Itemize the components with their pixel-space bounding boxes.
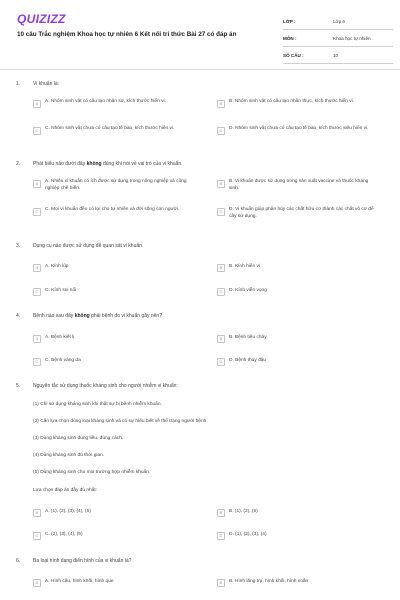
statement-2: (2) Cần lựa chọn đúng loại kháng sinh và có sự hiểu biết về thể trạng người bệnh.	[33, 419, 208, 424]
question-text: Vi khuẩn là:	[33, 81, 60, 87]
option-text: B. Hình lăng trụ, hình khối, hình xoắn	[229, 579, 309, 584]
page-title: 10 câu Trắc nghiệm Khoa học tự nhiên 6 Kết nối tri thức Bài 27 có đáp án	[17, 31, 237, 38]
quizizz-logo: QUIZIZZ	[17, 12, 66, 26]
q6-option-a[interactable]	[33, 578, 195, 588]
option-a[interactable]	[33, 99, 195, 117]
q5-option-c[interactable]	[33, 531, 195, 541]
option-text: B. Bệnh tiêu chảy	[229, 335, 267, 340]
option-b[interactable]	[217, 334, 379, 344]
option-d[interactable]	[217, 207, 379, 225]
option-letter-box: A	[33, 335, 41, 343]
option-text: B. Nhóm sinh vật có cấu tạo nhân thực, kích thước hiển vi.	[229, 99, 355, 104]
q5-option-a[interactable]	[33, 508, 195, 518]
option-letter-box: C	[33, 127, 41, 135]
meta-table	[283, 13, 393, 64]
option-text: C. Mọi vi khuẩn đều có lợi cho tự nhiên và đời sống con người.	[45, 207, 180, 212]
statement-5: (5) Dùng kháng sinh cho mọi trường hợp nhiễm khuẩn.	[33, 470, 151, 475]
question-number: 4.	[16, 313, 21, 319]
statement-prompt: Lựa chọn đáp án đầy đủ nhất:	[33, 488, 98, 493]
option-a[interactable]	[33, 179, 195, 197]
q6-option-b[interactable]	[217, 578, 379, 588]
option-letter-box: D	[217, 358, 225, 366]
option-letter-box: D	[217, 288, 225, 296]
option-text: A. Nhóm sinh vật có cấu tạo nhân sơ, kích thước hiển vi.	[45, 99, 166, 104]
option-b[interactable]	[217, 99, 379, 117]
question-number: 2.	[16, 161, 21, 167]
option-letter-box: C	[33, 208, 41, 216]
option-letter-box: B	[217, 335, 225, 343]
option-d[interactable]	[217, 126, 379, 144]
option-text: D. (1), (2), (3), (4)	[229, 532, 267, 537]
option-text: B. Vi khuẩn được sử dụng trong sản xuất vaccine và thuốc kháng sinh.	[229, 179, 369, 191]
option-letter-box: A	[33, 264, 41, 272]
question-text: Dụng cụ nào được sử dụng để quan sát vi khuẩn.	[33, 243, 144, 249]
statement-1: (1) Chỉ sử dụng kháng sinh khi thật sự bị bệnh nhiễm khuẩn.	[33, 402, 162, 407]
option-d[interactable]	[217, 287, 379, 297]
option-text: A. (1), (2), (3), (4), (5)	[45, 509, 91, 514]
statement-3: (3) Dùng kháng sinh đúng liều, đúng cách.	[33, 436, 124, 441]
option-b[interactable]	[217, 263, 379, 273]
header-divider	[0, 69, 400, 70]
question-text-before: Phát biểu nào dưới đây	[33, 161, 87, 167]
option-letter-box: B	[217, 509, 225, 517]
option-c[interactable]	[33, 207, 195, 225]
question-number: 3.	[16, 243, 21, 249]
option-letter-box: D	[217, 127, 225, 135]
option-c[interactable]	[33, 287, 195, 297]
option-text: C. Bệnh vàng da	[45, 358, 81, 363]
meta-row-count	[283, 47, 393, 64]
option-text: C. Kính soi nổi	[45, 288, 77, 293]
question-text: Nguyên tắc sử dụng thuốc kháng sinh cho người nhiễm vi khuẩn:	[33, 383, 178, 389]
option-text: A. Bệnh kiết lị	[45, 335, 75, 340]
option-text: B. Kính hiển vi	[229, 264, 260, 269]
meta-value: Lớp 6	[333, 18, 345, 24]
option-letter-box: D	[217, 208, 225, 216]
option-letter-box: D	[217, 532, 225, 540]
meta-value: 10	[333, 52, 339, 58]
option-letter-box: C	[33, 288, 41, 296]
question-text-bold: không	[74, 313, 90, 319]
page-header	[0, 0, 400, 64]
option-text: D. Bệnh thủy đậu	[229, 358, 267, 363]
option-text: A. Hình cầu, hình khối, hình que	[45, 579, 114, 584]
question-text	[33, 161, 383, 168]
option-text: D. Kính viễn vọng	[229, 288, 267, 293]
option-c[interactable]	[33, 126, 195, 144]
option-letter-box: C	[33, 532, 41, 540]
option-letter-box: C	[33, 358, 41, 366]
option-a[interactable]	[33, 334, 195, 344]
question-number: 5.	[16, 383, 21, 389]
option-a[interactable]	[33, 263, 195, 273]
option-letter-box: B	[217, 100, 225, 108]
option-text: C. Nhóm sinh vật chưa có cấu tạo tế bào, kích thước hiển vi.	[45, 126, 175, 131]
q5-option-b[interactable]	[217, 508, 379, 518]
option-text: D. Vi khuẩn giúp phân hủy các chất hữu cơ thành các chất vô cơ để cây sử dụng.	[229, 207, 374, 219]
option-text: C. (2), (3), (4), (5)	[45, 532, 83, 537]
meta-key: MÔN :	[283, 35, 297, 41]
meta-key: SỐ CÂU :	[283, 52, 304, 58]
question-text: Ba loại hình dạng điển hình của vi khuẩn là?	[33, 558, 132, 564]
option-b[interactable]	[217, 179, 379, 197]
statement-4: (4) Dùng kháng sinh đủ thời gian.	[33, 453, 105, 458]
option-letter-box: A	[33, 100, 41, 108]
option-text: B. (1), (2), (5)	[229, 509, 258, 514]
question-text-before: Bệnh nào sau đây	[33, 313, 75, 319]
meta-row-subject	[283, 30, 393, 47]
question-text	[33, 313, 383, 320]
option-d[interactable]	[217, 357, 379, 367]
meta-key: LỚP :	[283, 18, 296, 24]
question-text-after: đúng khi nói về vai trò của vi khuẩn.	[101, 161, 183, 167]
q5-option-d[interactable]	[217, 531, 379, 541]
option-letter-box: B	[217, 180, 225, 188]
meta-value: Khoa học tự nhiên	[333, 35, 371, 41]
question-text-bold: không	[86, 161, 102, 167]
option-letter-box: A	[33, 180, 41, 188]
option-letter-box: A	[33, 509, 41, 517]
option-text: D. Nhóm sinh vật chưa có cấu tạo tế bào, kích thước siêu hiển vi.	[229, 126, 369, 131]
option-letter-box: A	[33, 579, 41, 587]
option-text: A. Kính lúp	[45, 264, 69, 269]
question-number: 1.	[16, 81, 21, 87]
question-text-after: phải bệnh do vi khuẩn gây nên?	[89, 313, 162, 319]
option-letter-box: B	[217, 264, 225, 272]
option-c[interactable]	[33, 357, 195, 367]
meta-row-class	[283, 13, 393, 30]
option-text: A. Nhiều vi khuẩn có ích được sử dụng trong nông nghiệp và công nghiệp chế biến.	[45, 179, 187, 191]
option-letter-box: B	[217, 579, 225, 587]
question-number: 6.	[16, 558, 21, 564]
